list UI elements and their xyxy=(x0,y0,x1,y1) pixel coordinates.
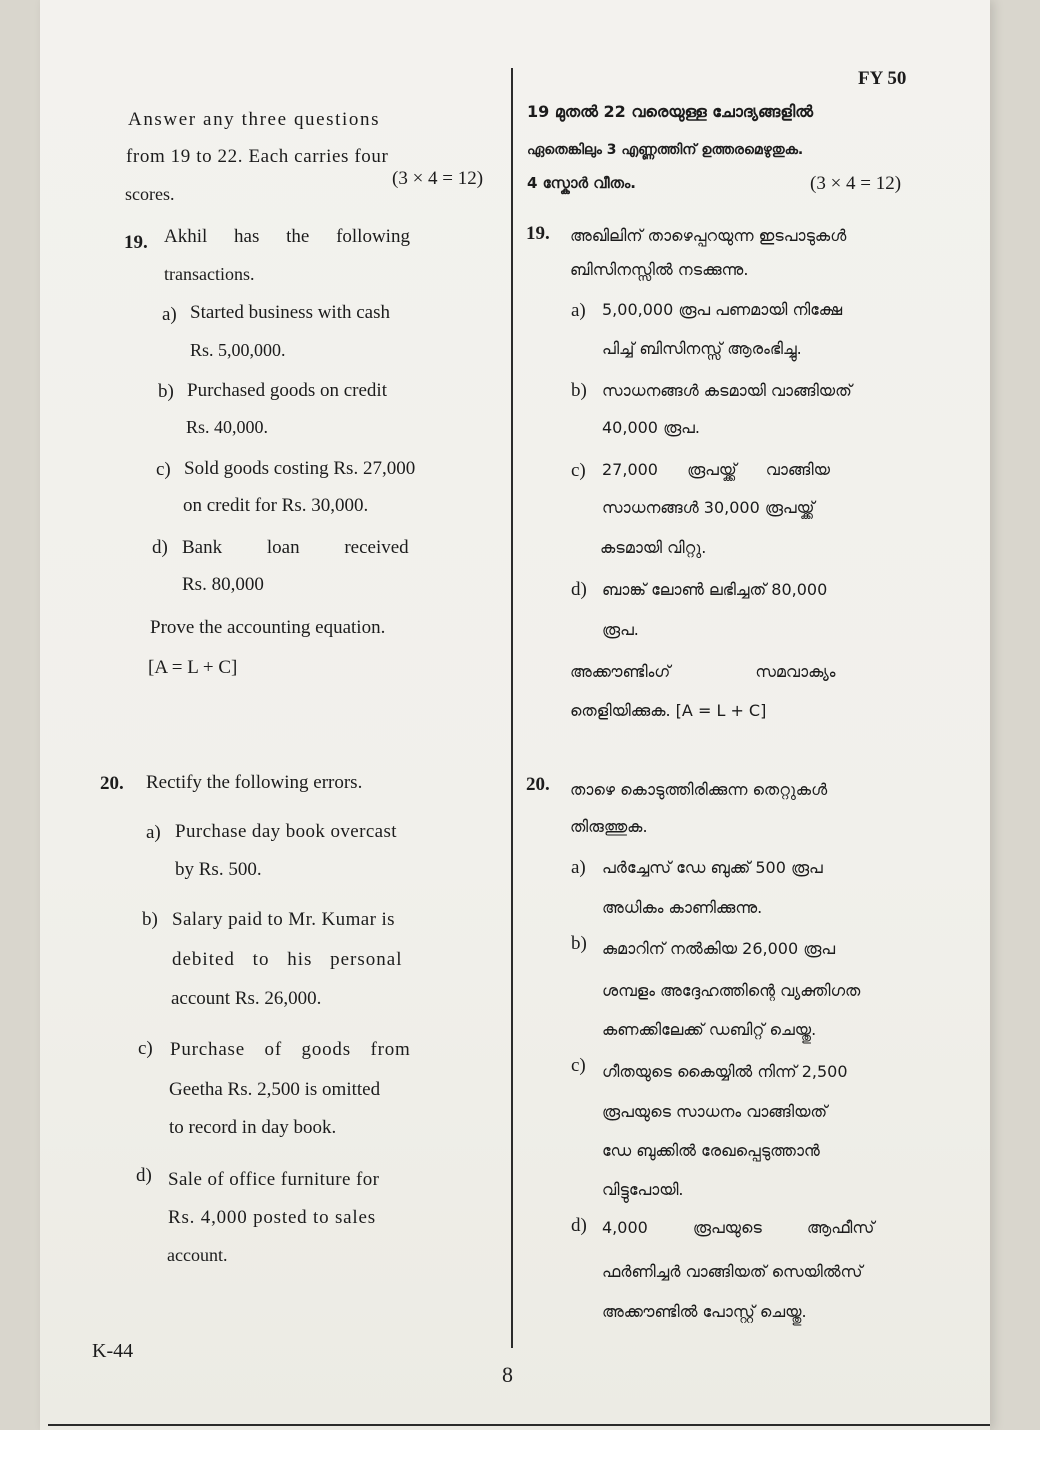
q19-d-line-2: Rs. 80,000 xyxy=(182,574,264,595)
footer-code: K-44 xyxy=(92,1340,134,1362)
q19-b-line-1: Purchased goods on credit xyxy=(187,380,387,401)
ml-q19-d-line-2: രൂപ. xyxy=(602,620,639,639)
ml-q20-a-line-2: അധികം കാണിക്കുന്നു. xyxy=(602,898,763,917)
marks-english: (3 × 4 = 12) xyxy=(392,168,484,189)
q20-b-label: b) xyxy=(142,909,158,930)
ml-q20-b-line-3: കണക്കിലേക്ക് ഡബിറ്റ് ചെയ്തു. xyxy=(602,1020,817,1039)
q19-a-line-1: Started business with cash xyxy=(190,302,391,323)
instruction-line-1: Answer any three questions xyxy=(128,109,381,130)
paper-code: FY 50 xyxy=(858,68,907,89)
instruction-line-3: scores. xyxy=(125,184,175,204)
ml-q20-b-line-1: കുമാറിന് നൽകിയ 26,000 രൂപ xyxy=(602,939,836,958)
q20-c-line-1: Purchase of goods from xyxy=(170,1039,411,1060)
ml-instruction-line-3: 4 സ്കോർ വീതം. xyxy=(527,174,636,192)
q20-b-line-3: account Rs. 26,000. xyxy=(171,988,322,1009)
ml-q20-a-line-1: പർച്ചേസ് ഡേ ബുക്ക് 500 രൂപ xyxy=(602,858,823,877)
ml-q20-c-label: c) xyxy=(571,1055,586,1076)
ml-q19-d-label: d) xyxy=(571,579,587,600)
ml-q19-b-label: b) xyxy=(571,380,587,401)
ml-q20-number: 20. xyxy=(526,774,550,795)
ml-q20-d-label: d) xyxy=(571,1215,587,1236)
q19-d-label: d) xyxy=(152,537,168,558)
q20-c-label: c) xyxy=(138,1038,153,1059)
ml-q19-b-line-1: സാധനങ്ങൾ കടമായി വാങ്ങിയത് xyxy=(602,381,852,400)
ml-q19-c-line-1: 27,000 രൂപയ്ക്ക് വാങ്ങിയ xyxy=(602,460,830,479)
q20-a-label: a) xyxy=(146,822,161,843)
q19-stem-text: Akhil has the following xyxy=(164,226,410,247)
q19-d-line-1: Bank loan received xyxy=(182,537,409,558)
q20-c-line-3: to record in day book. xyxy=(169,1117,337,1138)
ml-q20-d-line-2: ഫർണിച്ചർ വാങ്ങിയത് സെയിൽസ് xyxy=(602,1262,863,1281)
ml-q20-a-label: a) xyxy=(571,857,586,878)
ml-q19-prove-line-1: അക്കൗണ്ടിംഗ് സമവാക്യം xyxy=(570,662,836,681)
q19-prove: Prove the accounting equation. xyxy=(150,617,386,638)
q20-d-line-2: Rs. 4,000 posted to sales xyxy=(168,1207,376,1228)
q19-c-line-1: Sold goods costing Rs. 27,000 xyxy=(184,458,416,479)
ml-q19-prove-line-2: തെളിയിക്കുക. [A = L + C] xyxy=(570,701,767,720)
q19-a-label: a) xyxy=(162,304,177,325)
page-number: 8 xyxy=(502,1362,513,1387)
q20-d-line-3: account. xyxy=(167,1245,228,1265)
ml-q19-a-line-1: 5,00,000 രൂപ പണമായി നിക്ഷേ xyxy=(602,300,843,319)
q20-stem: Rectify the following errors. xyxy=(146,772,363,793)
q19-b-line-2: Rs. 40,000. xyxy=(186,417,269,437)
ml-q20-d-line-3: അക്കൗണ്ടിൽ പോസ്റ്റ് ചെയ്തു. xyxy=(602,1302,807,1321)
marks-malayalam: (3 × 4 = 12) xyxy=(810,173,902,194)
instruction-line-2: from 19 to 22. Each carries four xyxy=(126,146,389,167)
ml-q19-a-label: a) xyxy=(571,300,586,321)
ml-q19-number: 19. xyxy=(526,223,550,244)
ml-q19-b-line-2: 40,000 രൂപ. xyxy=(602,418,700,437)
q20-a-line-2: by Rs. 500. xyxy=(175,859,262,880)
q19-c-label: c) xyxy=(156,459,171,480)
q20-a-line-1: Purchase day book overcast xyxy=(175,821,397,842)
ml-q19-stem-line-1: അഖിലിന് താഴെപ്പറയുന്ന ഇടപാടുകൾ xyxy=(570,226,847,245)
ml-q20-stem-line-1: താഴെ കൊടുത്തിരിക്കുന്ന തെറ്റുകൾ xyxy=(570,780,828,799)
q20-d-label: d) xyxy=(136,1165,152,1186)
ml-q19-a-line-2: പിച്ച് ബിസിനസ്സ് ആരംഭിച്ചു. xyxy=(602,339,802,358)
ml-q20-b-label: b) xyxy=(571,933,587,954)
ml-q20-d-line-1: 4,000 രൂപയുടെ ആഫീസ് xyxy=(602,1218,875,1237)
ml-q20-c-line-2: രൂപയുടെ സാധനം വാങ്ങിയത് xyxy=(602,1102,828,1121)
ml-instruction-line-1: 19 മുതൽ 22 വരെയുള്ള ചോദ്യങ്ങളിൽ xyxy=(527,102,814,121)
ml-q19-c-label: c) xyxy=(571,460,586,481)
q19-c-line-2: on credit for Rs. 30,000. xyxy=(183,495,369,516)
ml-q19-stem-line-2: ബിസിനസ്സിൽ നടക്കുന്നു. xyxy=(570,260,749,279)
ml-q19-c-line-3: കടമായി വിറ്റു. xyxy=(600,538,707,557)
q19-stem-line-2: transactions. xyxy=(164,264,255,284)
ml-q20-stem-line-2: തിരുത്തുക. xyxy=(570,817,648,836)
ml-q20-b-line-2: ശമ്പളം അദ്ദേഹത്തിന്റെ വ്യക്തിഗത xyxy=(602,981,861,1000)
ml-q20-c-line-3: ഡേ ബുക്കിൽ രേഖപ്പെടുത്താൻ xyxy=(602,1141,820,1160)
q20-b-line-1: Salary paid to Mr. Kumar is xyxy=(172,909,395,930)
q19-number: 19. xyxy=(124,232,148,253)
q20-d-line-1: Sale of office furniture for xyxy=(168,1169,380,1190)
ml-q19-c-line-2: സാധനങ്ങൾ 30,000 രൂപയ്ക്ക് xyxy=(602,498,815,517)
q20-number: 20. xyxy=(100,773,124,794)
q19-a-line-2: Rs. 5,00,000. xyxy=(190,340,286,360)
ml-q20-c-line-4: വിട്ടുപോയി. xyxy=(602,1180,684,1199)
q20-c-line-2: Geetha Rs. 2,500 is omitted xyxy=(169,1079,381,1100)
q19-b-label: b) xyxy=(158,381,174,402)
q20-b-line-2: debited to his personal xyxy=(172,949,403,970)
ml-instruction-line-2: ഏതെങ്കിലും 3 എണ്ണത്തിന് ഉത്തരമെഴുതുക. xyxy=(527,142,804,158)
q19-equation: [A = L + C] xyxy=(148,657,238,678)
ml-q20-c-line-1: ഗീതയുടെ കൈയ്യിൽ നിന്ന് 2,500 xyxy=(602,1062,848,1081)
ml-q19-d-line-1: ബാങ്ക് ലോൺ ലഭിച്ചത് 80,000 xyxy=(602,580,828,599)
